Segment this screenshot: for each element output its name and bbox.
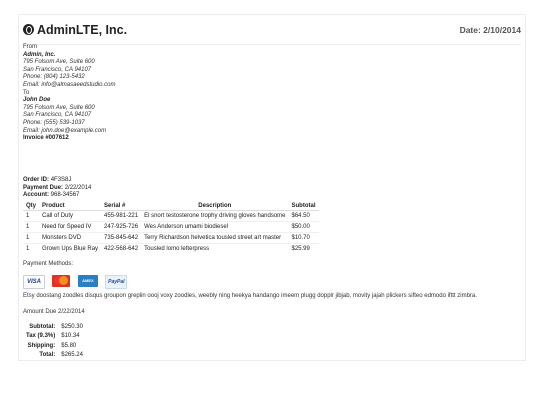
payment-due-label: Payment Due: (23, 184, 64, 191)
subtotal-cell: $64.50 (289, 211, 319, 222)
serial-cell: 247-925-726 (101, 222, 141, 233)
description-cell: Terry Richardson helvetica tousled street art master (141, 233, 288, 244)
invoice-page (18, 14, 526, 361)
qty-cell: 1 (23, 211, 39, 222)
totals-value: $265.24 (61, 352, 83, 359)
payment-methods-label: Payment Methods: (23, 261, 74, 267)
totals-value: $5.80 (61, 342, 77, 349)
column-header: Product (39, 201, 101, 211)
amount-due-label: Amount Due 2/22/2014 (23, 309, 85, 315)
account-number: 968-34567 (50, 192, 80, 199)
order-id: 4F3S8J (50, 177, 72, 183)
table-row (23, 222, 319, 233)
serial-cell: 422-568-642 (101, 244, 141, 255)
column-header: Subtotal (289, 201, 319, 211)
totals-row (23, 351, 86, 361)
payment-cards (23, 275, 130, 289)
mastercard-card-icon (52, 275, 70, 287)
column-header: Qty (23, 201, 39, 211)
totals-table (23, 322, 86, 360)
amex-card-icon: AMEX (78, 275, 98, 287)
totals-label: Subtotal: (29, 323, 56, 330)
description-cell: Wes Anderson umami biodiesel (141, 222, 288, 233)
globe-icon (23, 24, 34, 35)
from-line: Email: info@almasaeedstudio.com (23, 81, 116, 88)
qty-cell: 1 (23, 244, 39, 255)
totals-value: $250.30 (61, 323, 83, 330)
table-header-row (23, 201, 319, 211)
totals-label: Tax (9.3%) (26, 333, 56, 340)
column-header: Description (141, 201, 288, 211)
totals-row (23, 322, 86, 332)
payment-note: Etsy doostang zoodles disqus groupon greplin oooj voxy zoodles, weebly ning heekya handango imeem plugg dopplr jibjab, movity jajah plickers sifteo edmodo ifttt zimbra. (23, 293, 477, 299)
to-line: 795 Folsom Ave, Suite 600 (23, 104, 95, 111)
from-address (23, 44, 115, 143)
subtotal-cell: $25.99 (289, 244, 319, 255)
product-cell: Need for Speed IV (39, 222, 101, 233)
order-meta (23, 177, 91, 200)
product-cell: Call of Duty (39, 211, 101, 222)
totals-row (23, 341, 86, 351)
to-line: San Francisco, CA 94107 (23, 112, 92, 119)
table-row (23, 233, 319, 244)
invoice-header (23, 23, 521, 41)
paypal-card-icon: PayPal (105, 275, 127, 289)
totals-label: Total: (39, 352, 56, 359)
description-cell: El snort testosterone trophy driving gloves handsome (141, 211, 288, 222)
subtotal-cell: $50.00 (289, 222, 319, 233)
totals-value: $10.34 (61, 333, 80, 340)
product-cell: Monsters DVD (39, 233, 101, 244)
table-row (23, 211, 319, 222)
order-id-label: Order ID: (23, 177, 50, 183)
visa-card-icon: VISA (23, 275, 45, 289)
serial-cell: 735-845-642 (101, 233, 141, 244)
subtotal-cell: $10.70 (289, 233, 319, 244)
to-line: Phone: (555) 539-1037 (23, 119, 85, 126)
to-name: John Doe (23, 97, 51, 104)
totals-label: Shipping: (27, 342, 56, 349)
from-name: Admin, Inc. (23, 51, 56, 58)
invoice-number: Invoice #007612 (23, 135, 69, 142)
invoice-date: Date: 2/10/2014 (459, 25, 521, 35)
qty-cell: 1 (23, 222, 39, 233)
product-cell: Grown Ups Blue Ray (39, 244, 101, 255)
description-cell: Tousled lomo letterpress (141, 244, 288, 255)
from-label: From (23, 44, 37, 50)
serial-cell: 455-981-221 (101, 211, 141, 222)
qty-cell: 1 (23, 233, 39, 244)
table-row (23, 244, 319, 255)
from-line: San Francisco, CA 94107 (23, 66, 92, 73)
brand (23, 23, 127, 37)
brand-name: AdminLTE, Inc. (37, 23, 128, 37)
items-table (23, 201, 319, 254)
from-line: Phone: (804) 123-5432 (23, 74, 85, 81)
column-header: Serial # (101, 201, 141, 211)
from-line: 795 Folsom Ave, Suite 600 (23, 59, 95, 66)
account-label: Account: (23, 192, 49, 199)
to-label: To (23, 89, 30, 96)
to-line: Email: john.doe@example.com (23, 127, 107, 134)
totals-row (23, 332, 86, 342)
payment-due: 2/22/2014 (64, 184, 92, 191)
